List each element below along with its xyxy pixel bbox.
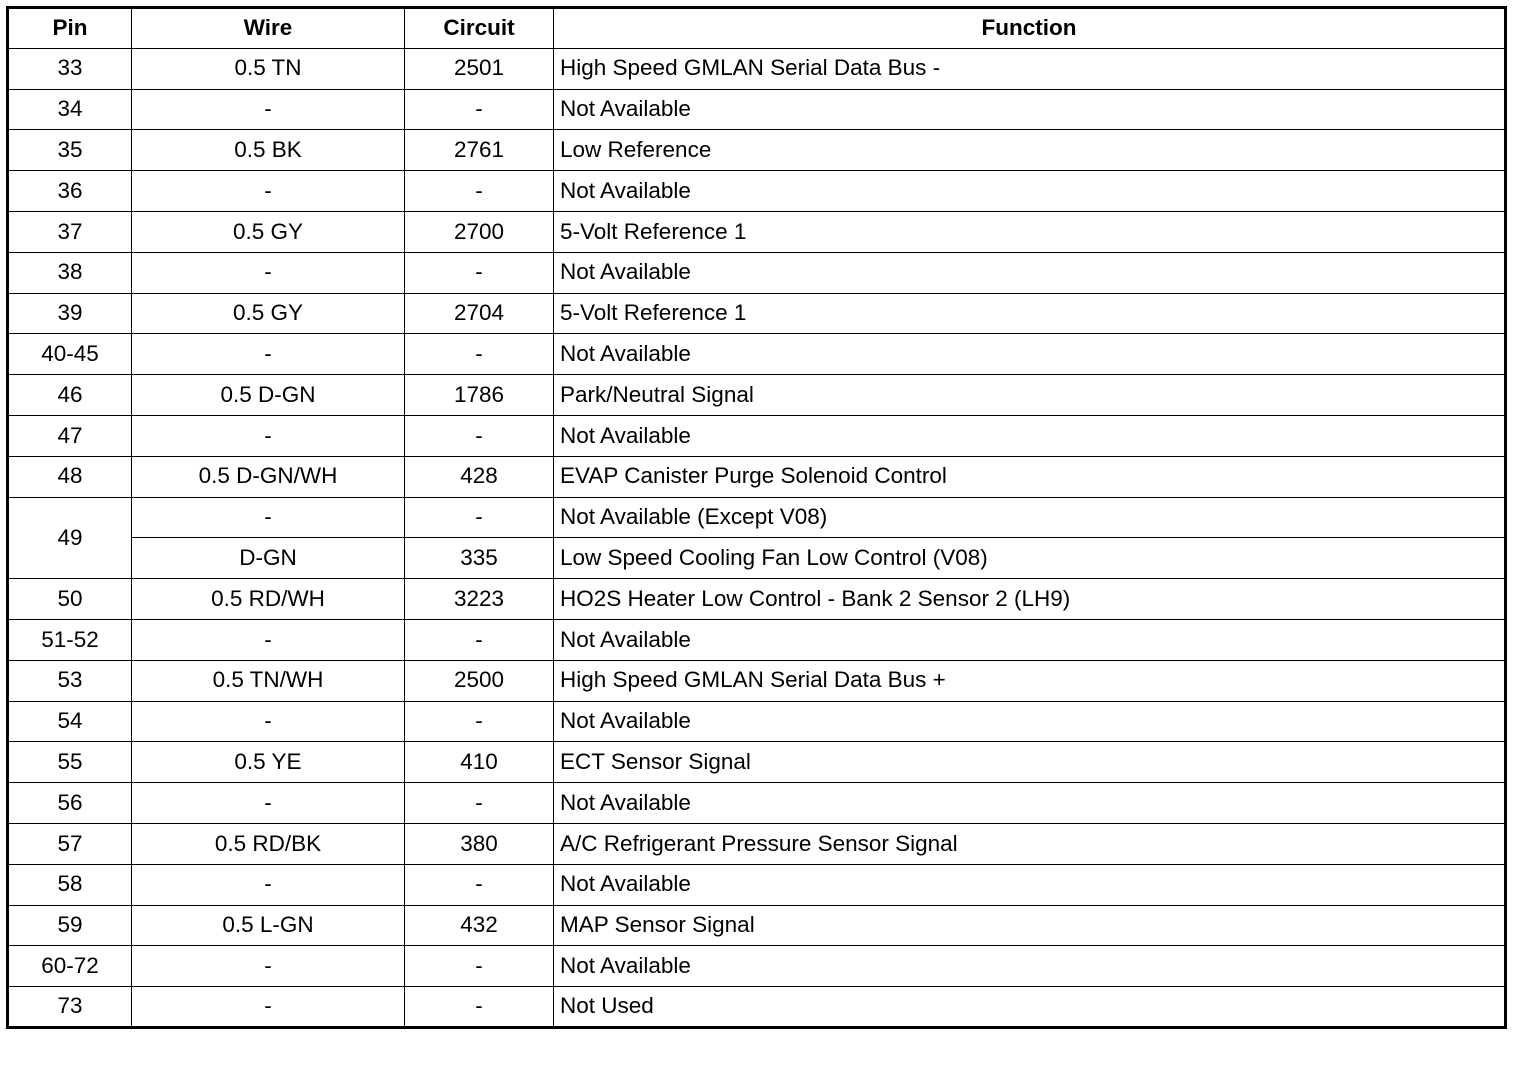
pin-cell: 38 — [8, 252, 132, 293]
function-cell: Not Available — [554, 89, 1506, 130]
header-pin: Pin — [8, 8, 132, 49]
function-cell: HO2S Heater Low Control - Bank 2 Sensor 2 (LH9) — [554, 579, 1506, 620]
table-row — [8, 171, 1506, 212]
table-row — [8, 823, 1506, 864]
function-cell: Low Speed Cooling Fan Low Control (V08) — [554, 538, 1506, 579]
wire-cell: - — [132, 946, 405, 987]
circuit-cell: 432 — [405, 905, 554, 946]
wire-cell: 0.5 RD/WH — [132, 579, 405, 620]
table-row — [8, 252, 1506, 293]
wire-cell: 0.5 L-GN — [132, 905, 405, 946]
circuit-cell: 2700 — [405, 211, 554, 252]
table-row — [8, 946, 1506, 987]
header-function: Function — [554, 8, 1506, 49]
function-cell: Not Available — [554, 946, 1506, 987]
pin-cell: 55 — [8, 742, 132, 783]
pin-cell: 33 — [8, 48, 132, 89]
table-row — [8, 293, 1506, 334]
function-cell: Not Available — [554, 864, 1506, 905]
wire-cell: - — [132, 701, 405, 742]
header-circuit: Circuit — [405, 8, 554, 49]
wire-cell: - — [132, 334, 405, 375]
circuit-cell: - — [405, 946, 554, 987]
circuit-cell: 428 — [405, 456, 554, 497]
circuit-cell: 2501 — [405, 48, 554, 89]
table-row — [8, 864, 1506, 905]
wire-cell: 0.5 TN/WH — [132, 660, 405, 701]
header-wire: Wire — [132, 8, 405, 49]
table-row — [8, 415, 1506, 456]
circuit-cell: 335 — [405, 538, 554, 579]
function-cell: Park/Neutral Signal — [554, 375, 1506, 416]
pin-cell: 36 — [8, 171, 132, 212]
wire-cell: 0.5 GY — [132, 293, 405, 334]
wire-cell: - — [132, 497, 405, 538]
wire-cell: - — [132, 89, 405, 130]
table-row — [8, 701, 1506, 742]
circuit-cell: - — [405, 783, 554, 824]
pin-cell: 58 — [8, 864, 132, 905]
wire-cell: - — [132, 619, 405, 660]
wire-cell: - — [132, 864, 405, 905]
function-cell: A/C Refrigerant Pressure Sensor Signal — [554, 823, 1506, 864]
function-cell: Not Available — [554, 252, 1506, 293]
function-cell: High Speed GMLAN Serial Data Bus + — [554, 660, 1506, 701]
function-cell: Not Available — [554, 701, 1506, 742]
wire-cell: 0.5 BK — [132, 130, 405, 171]
table-header — [8, 8, 1506, 49]
pin-cell: 34 — [8, 89, 132, 130]
wire-cell: 0.5 YE — [132, 742, 405, 783]
circuit-cell: 2704 — [405, 293, 554, 334]
function-cell: Not Available — [554, 415, 1506, 456]
circuit-cell: - — [405, 864, 554, 905]
function-cell: MAP Sensor Signal — [554, 905, 1506, 946]
pin-cell: 49 — [8, 497, 132, 579]
table-row — [8, 619, 1506, 660]
circuit-cell: - — [405, 252, 554, 293]
wire-cell: 0.5 RD/BK — [132, 823, 405, 864]
pin-cell: 60-72 — [8, 946, 132, 987]
table-row — [8, 130, 1506, 171]
table-row — [8, 579, 1506, 620]
table-row — [8, 48, 1506, 89]
circuit-cell: - — [405, 619, 554, 660]
table-row — [8, 211, 1506, 252]
wire-cell: - — [132, 987, 405, 1028]
function-cell: ECT Sensor Signal — [554, 742, 1506, 783]
function-cell: Not Available (Except V08) — [554, 497, 1506, 538]
table-row — [8, 660, 1506, 701]
function-cell: Not Available — [554, 619, 1506, 660]
pin-cell: 51-52 — [8, 619, 132, 660]
pin-cell: 40-45 — [8, 334, 132, 375]
pin-cell: 47 — [8, 415, 132, 456]
function-cell: 5-Volt Reference 1 — [554, 211, 1506, 252]
circuit-cell: 2761 — [405, 130, 554, 171]
wire-cell: 0.5 D-GN — [132, 375, 405, 416]
pin-cell: 56 — [8, 783, 132, 824]
function-cell: EVAP Canister Purge Solenoid Control — [554, 456, 1506, 497]
circuit-cell: 1786 — [405, 375, 554, 416]
pin-cell: 54 — [8, 701, 132, 742]
wire-cell: - — [132, 252, 405, 293]
circuit-cell: 410 — [405, 742, 554, 783]
circuit-cell: 3223 — [405, 579, 554, 620]
pin-cell: 35 — [8, 130, 132, 171]
wire-cell: - — [132, 783, 405, 824]
circuit-cell: - — [405, 89, 554, 130]
circuit-cell: 380 — [405, 823, 554, 864]
circuit-cell: - — [405, 171, 554, 212]
circuit-cell: - — [405, 334, 554, 375]
table-row — [8, 742, 1506, 783]
table-row — [8, 456, 1506, 497]
circuit-cell: - — [405, 497, 554, 538]
function-cell: Not Used — [554, 987, 1506, 1028]
table-row — [8, 89, 1506, 130]
function-cell: Not Available — [554, 171, 1506, 212]
table-row — [8, 905, 1506, 946]
circuit-cell: - — [405, 987, 554, 1028]
circuit-cell: - — [405, 701, 554, 742]
function-cell: Not Available — [554, 783, 1506, 824]
table-row — [8, 375, 1506, 416]
circuit-cell: 2500 — [405, 660, 554, 701]
wire-cell: 0.5 TN — [132, 48, 405, 89]
wire-cell: - — [132, 171, 405, 212]
function-cell: Low Reference — [554, 130, 1506, 171]
circuit-cell: - — [405, 415, 554, 456]
pin-cell: 53 — [8, 660, 132, 701]
pin-cell: 46 — [8, 375, 132, 416]
pin-cell: 48 — [8, 456, 132, 497]
pin-cell: 73 — [8, 987, 132, 1028]
function-cell: Not Available — [554, 334, 1506, 375]
wire-cell: 0.5 D-GN/WH — [132, 456, 405, 497]
table-body — [8, 48, 1506, 1027]
wire-cell: 0.5 GY — [132, 211, 405, 252]
table-row — [8, 334, 1506, 375]
pin-cell: 57 — [8, 823, 132, 864]
function-cell: 5-Volt Reference 1 — [554, 293, 1506, 334]
wire-cell: - — [132, 415, 405, 456]
table-row — [8, 497, 1506, 538]
header-row — [8, 8, 1506, 49]
pin-cell: 37 — [8, 211, 132, 252]
table-row — [8, 538, 1506, 579]
function-cell: High Speed GMLAN Serial Data Bus - — [554, 48, 1506, 89]
table-row — [8, 783, 1506, 824]
pin-cell: 39 — [8, 293, 132, 334]
pin-cell: 50 — [8, 579, 132, 620]
connector-pinout-table — [6, 6, 1507, 1029]
wire-cell: D-GN — [132, 538, 405, 579]
pin-cell: 59 — [8, 905, 132, 946]
table-row — [8, 987, 1506, 1028]
